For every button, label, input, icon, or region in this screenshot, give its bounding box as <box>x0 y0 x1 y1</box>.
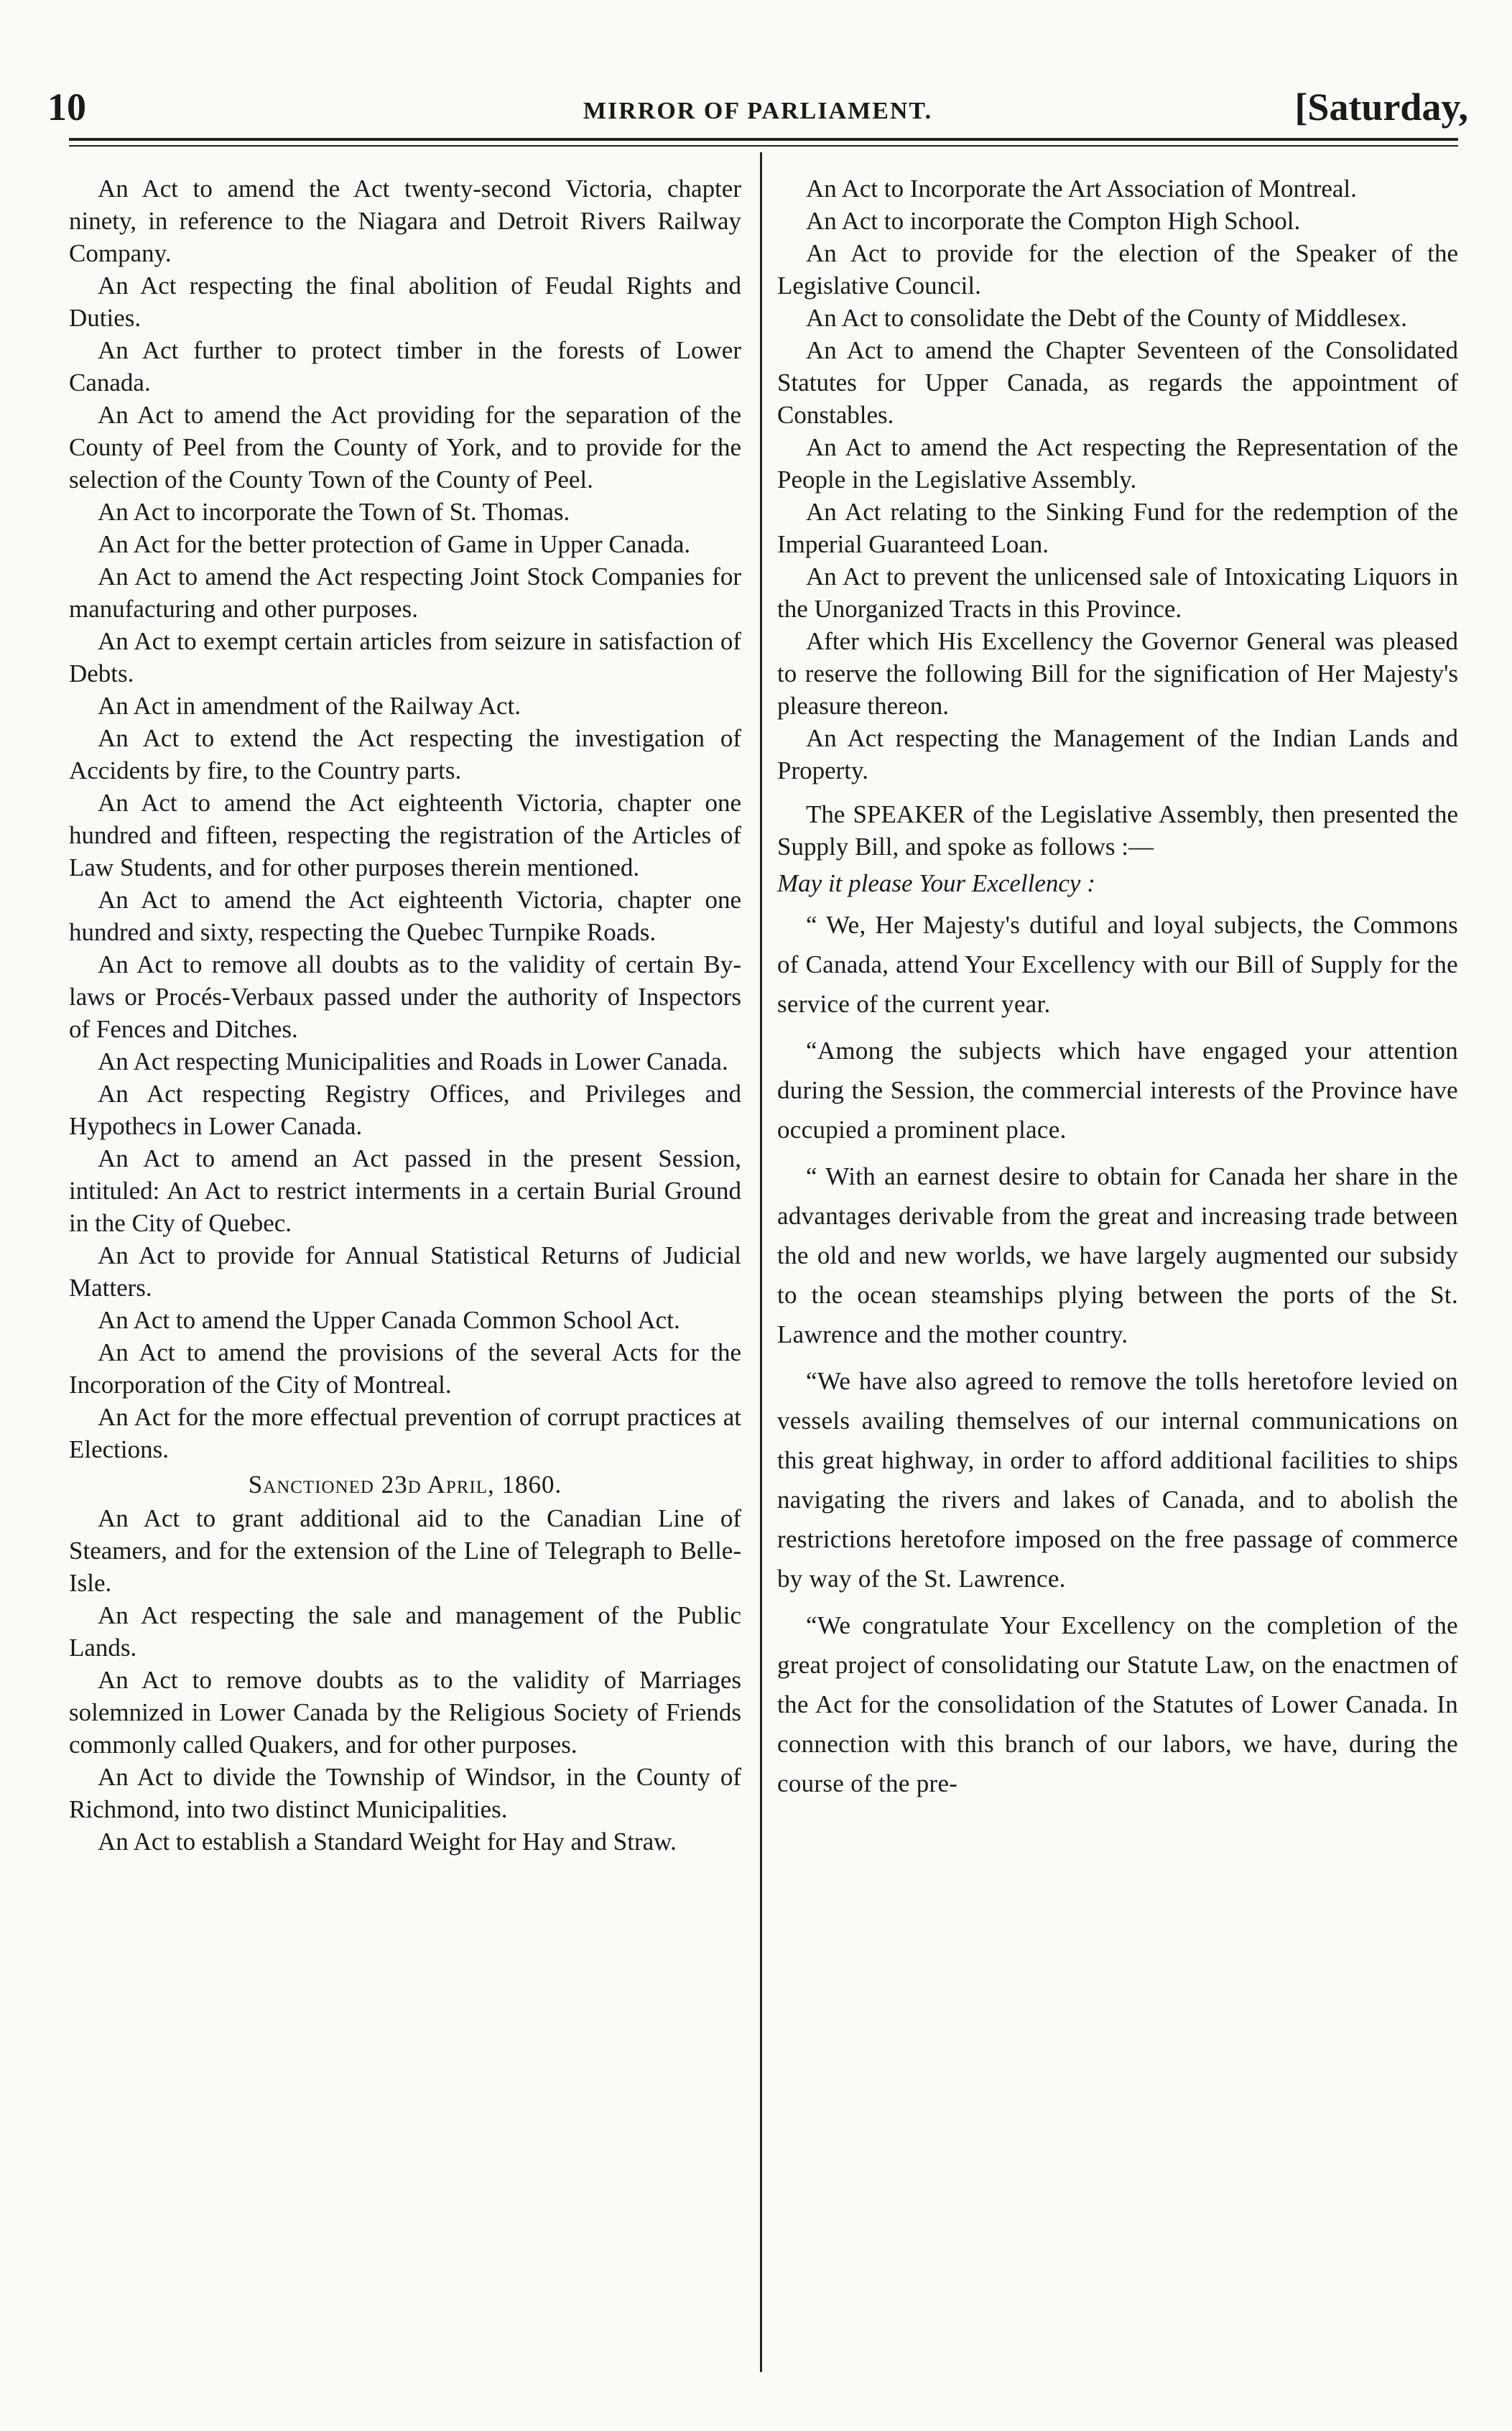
act-entry: An Act to remove all doubts as to the validity of certain By-laws or Procés-Verbaux passed under the authority of Inspectors of Fences and Ditches. <box>69 950 741 1043</box>
act-entry: An Act to amend the Act providing for the separation of the County of Peel from the County of York, and to provide for the selection of the County Town of the County of Peel. <box>69 401 741 494</box>
speech-paragraph: “ We, Her Majesty's dutiful and loyal subjects, the Commons of Canada, attend Your Excellency with our Bill of Supply for the service of the current year. <box>777 911 1458 1018</box>
header-rule-thin <box>69 145 1458 147</box>
act-entry: An Act for the more effectual prevention of corrupt practices at Elections. <box>69 1403 741 1463</box>
act-entry: An Act to establish a Standard Weight for Hay and Straw. <box>98 1828 677 1856</box>
speech-paragraph: “We congratulate Your Excellency on the completion of the great project of consolidating our Statute Law, on the enactmen of the Act for the consolidation of the Statutes of Lower Canada. In connection with this branch of our labors, we have, during the course of the pre- <box>777 1611 1458 1797</box>
act-entry: An Act to amend the Act eighteenth Victoria, chapter one hundred and sixty, respecting the Quebec Turnpike Roads. <box>69 886 741 946</box>
act-entry: An Act respecting Municipalities and Roads in Lower Canada. <box>98 1047 728 1075</box>
act-entry: An Act in amendment of the Railway Act. <box>98 692 521 720</box>
running-title: MIRROR OF PARLIAMENT. <box>583 98 933 124</box>
speech-paragraph: “ With an earnest desire to obtain for Canada her share in the advantages derivable from the great and increasing trade between the old and new worlds, we have largely augmented our subsidy to the ocean steamships plying between the ports of the St. Lawrence and the mother country. <box>777 1162 1458 1348</box>
act-entry: An Act to amend the Chapter Seventeen of the Consolidated Statutes for Upper Canada, as regards the appointment of Constables. <box>777 336 1458 429</box>
act-entry: An Act to remove doubts as to the validity of Marriages solemnized in Lower Canada by the Religious Society of Friends commonly called Quakers, and for other purposes. <box>69 1666 741 1759</box>
act-entry: An Act to provide for Annual Statistical Returns of Judicial Matters. <box>69 1241 741 1302</box>
page-header <box>47 85 1468 138</box>
act-entry: An Act relating to the Sinking Fund for the redemption of the Imperial Guaranteed Loan. <box>777 498 1458 558</box>
act-entry: An Act to grant additional aid to the Canadian Line of Steamers, and for the extension of the Line of Telegraph to Belle-Isle. <box>69 1504 741 1597</box>
act-entry: An Act to provide for the election of the Speaker of the Legislative Council. <box>777 239 1458 300</box>
act-entry: An Act to amend the Act respecting Joint Stock Companies for manufacturing and other purposes. <box>69 562 741 623</box>
day-label: [Saturday, <box>1294 85 1468 129</box>
act-entry: An Act to amend an Act passed in the present Session, intituled: An Act to restrict interments in a certain Burial Ground in the City of Quebec. <box>69 1144 741 1237</box>
sanction-line: Sanctioned 23d April, 1860. <box>248 1471 562 1499</box>
act-entry: An Act to incorporate the Town of St. Thomas. <box>98 498 570 526</box>
right-column <box>777 172 1458 1803</box>
speech-paragraph: “Among the subjects which have engaged your attention during the Session, the commercial interests of the Province have occupied a prominent place. <box>777 1037 1458 1144</box>
act-entry: An Act to amend the Act eighteenth Victoria, chapter one hundred and fifteen, respecting the registration of the Articles of Law Students, and for other purposes therein mentioned. <box>69 789 741 881</box>
act-entry: An Act to amend the Act respecting the Representation of the People in the Legislative Assembly. <box>777 433 1458 494</box>
act-entry: An Act to divide the Township of Windsor, in the County of Richmond, into two distinct Municipalities. <box>69 1763 741 1823</box>
act-entry: An Act to prevent the unlicensed sale of Intoxicating Liquors in the Unorganized Tracts in this Province. <box>777 562 1458 623</box>
act-entry: An Act to amend the provisions of the several Acts for the Incorporation of the City of Montreal. <box>69 1338 741 1399</box>
salutation: May it please Your Excellency : <box>777 869 1095 897</box>
act-entry: An Act to extend the Act respecting the investigation of Accidents by fire, to the Country parts. <box>69 724 741 784</box>
header-rule <box>69 138 1458 141</box>
column-divider <box>760 152 762 2372</box>
act-entry: An Act respecting Registry Offices, and Privileges and Hypothecs in Lower Canada. <box>69 1080 741 1140</box>
reservation-note: After which His Excellency the Governor General was pleased to reserve the following Bill for the signification of Her Majesty's pleasure thereon. <box>777 627 1458 720</box>
left-column <box>69 172 741 1858</box>
speech-paragraph: “We have also agreed to remove the tolls heretofore levied on vessels availing themselves of our internal communications on this great highway, in order to afford additional facilities to ships navigating the rivers and lakes of Canada, and to abolish the restrictions heretofore imposed on the free passage of commerce by way of the St. Lawrence. <box>777 1367 1458 1593</box>
act-entry: An Act further to protect timber in the forests of Lower Canada. <box>69 336 741 397</box>
act-entry: An Act to Incorporate the Art Association of Montreal. <box>806 175 1357 203</box>
act-entry: An Act respecting the sale and management of the Public Lands. <box>69 1601 741 1662</box>
act-entry: An Act respecting the final abolition of Feudal Rights and Duties. <box>69 272 741 332</box>
act-entry: An Act to incorporate the Compton High School. <box>806 207 1301 235</box>
page-number: 10 <box>47 85 86 129</box>
act-entry: An Act respecting the Management of the Indian Lands and Property. <box>777 724 1458 784</box>
act-entry: An Act for the better protection of Game in Upper Canada. <box>98 530 691 558</box>
speaker-intro: The SPEAKER of the Legislative Assembly, then presented the Supply Bill, and spoke as follows :— <box>777 800 1458 861</box>
act-entry: An Act to exempt certain articles from seizure in satisfaction of Debts. <box>69 627 741 687</box>
act-entry: An Act to amend the Upper Canada Common School Act. <box>98 1306 680 1334</box>
act-entry: An Act to consolidate the Debt of the County of Middlesex. <box>806 304 1407 332</box>
act-entry: An Act to amend the Act twenty-second Victoria, chapter ninety, in reference to the Niagara and Detroit Rivers Railway Company. <box>69 175 741 267</box>
